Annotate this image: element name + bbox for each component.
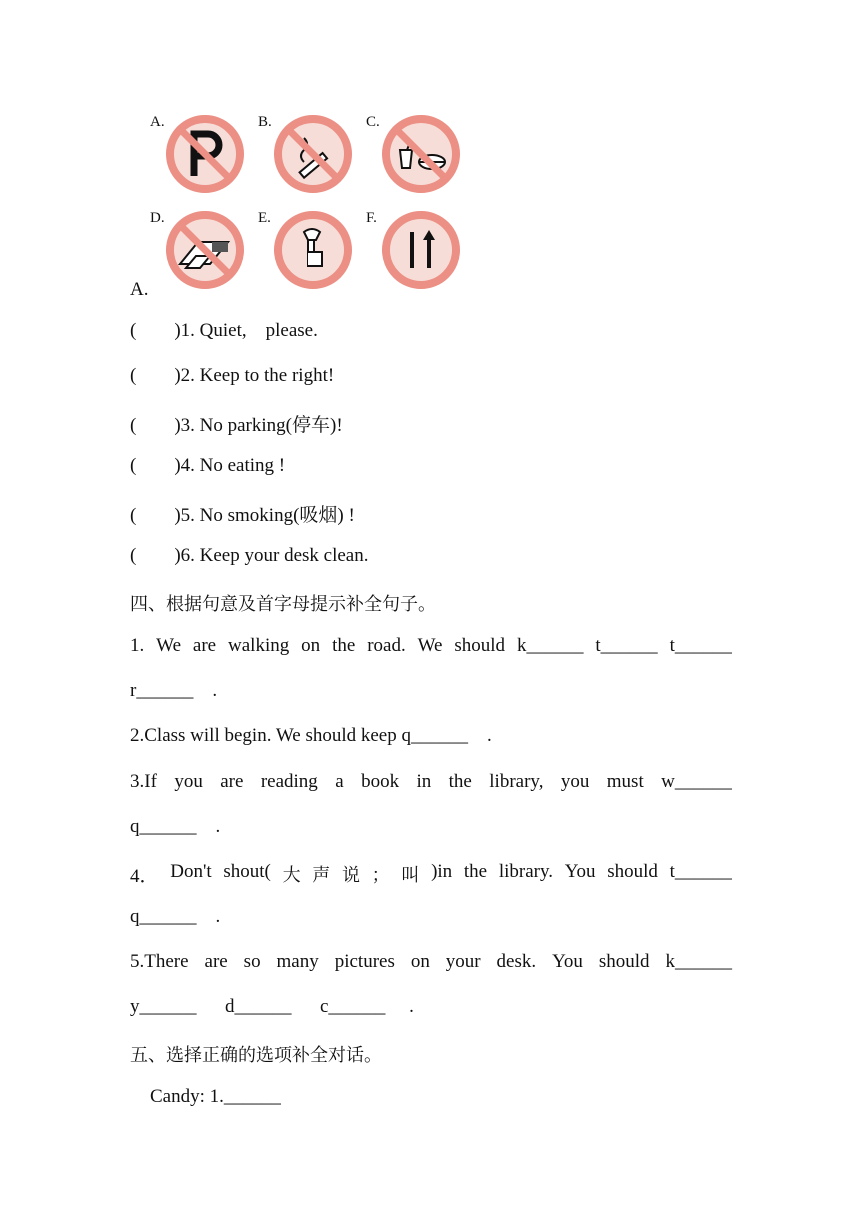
quiet-icon — [274, 210, 352, 290]
question-2: 2.Class will begin. We should keep q______ . — [130, 725, 492, 746]
matching-item-4: ( )4. No eating ! — [130, 455, 286, 476]
sign-d — [146, 206, 242, 296]
sign-c — [362, 110, 458, 200]
keep-right-icon — [382, 210, 460, 290]
sign-letter: C. — [366, 114, 380, 130]
sign-a — [146, 110, 242, 200]
no-mess-icon — [166, 210, 244, 290]
no-parking-icon — [166, 114, 244, 194]
question-1-line-2: r______ . — [130, 680, 218, 701]
section-5-title: 五、选择正确的选项补全对话。 — [130, 1045, 382, 1066]
question-4-line-1: 4． Don't shout( 大 声 说 ； 叫 )in the library. You should t______ — [130, 861, 732, 887]
question-4-line-2: q______ . — [130, 906, 221, 927]
section-4-title: 四、根据句意及首字母提示补全句子。 — [130, 594, 436, 615]
sign-picture-grid — [146, 110, 476, 300]
dialogue-line-1: Candy: 1.______ — [150, 1086, 281, 1107]
no-smoking-icon — [274, 114, 352, 194]
sign-f — [362, 206, 458, 296]
sign-letter: D. — [150, 210, 165, 226]
sign-letter: A. — [150, 114, 165, 130]
sign-letter: B. — [258, 114, 272, 130]
matching-item-1: ( )1. Quiet, please. — [130, 320, 318, 341]
question-3-line-2: q______ . — [130, 816, 221, 837]
matching-item-2: ( )2. Keep to the right! — [130, 365, 335, 386]
question-1-line-1: 1. We are walking on the road. We should k______ t______ t______ — [130, 635, 732, 656]
no-eating-icon — [382, 114, 460, 194]
question-5-line-2: y______ d______ c______ . — [130, 996, 414, 1017]
sign-letter: E. — [258, 210, 271, 226]
question-5-line-1: 5.There are so many pictures on your desk. You should k______ — [130, 951, 732, 972]
matching-item-6: ( )6. Keep your desk clean. — [130, 545, 369, 566]
sign-b — [254, 110, 350, 200]
sign-letter: F. — [366, 210, 377, 226]
question-3-line-1: 3.If you are reading a book in the library, you must w______ — [130, 771, 732, 792]
sign-e — [254, 206, 350, 296]
matching-item-5: ( )5. No smoking(吸烟) ! — [130, 505, 355, 526]
matching-item-3: ( )3. No parking(停车)! — [130, 415, 343, 436]
section-label: A. — [130, 279, 149, 300]
